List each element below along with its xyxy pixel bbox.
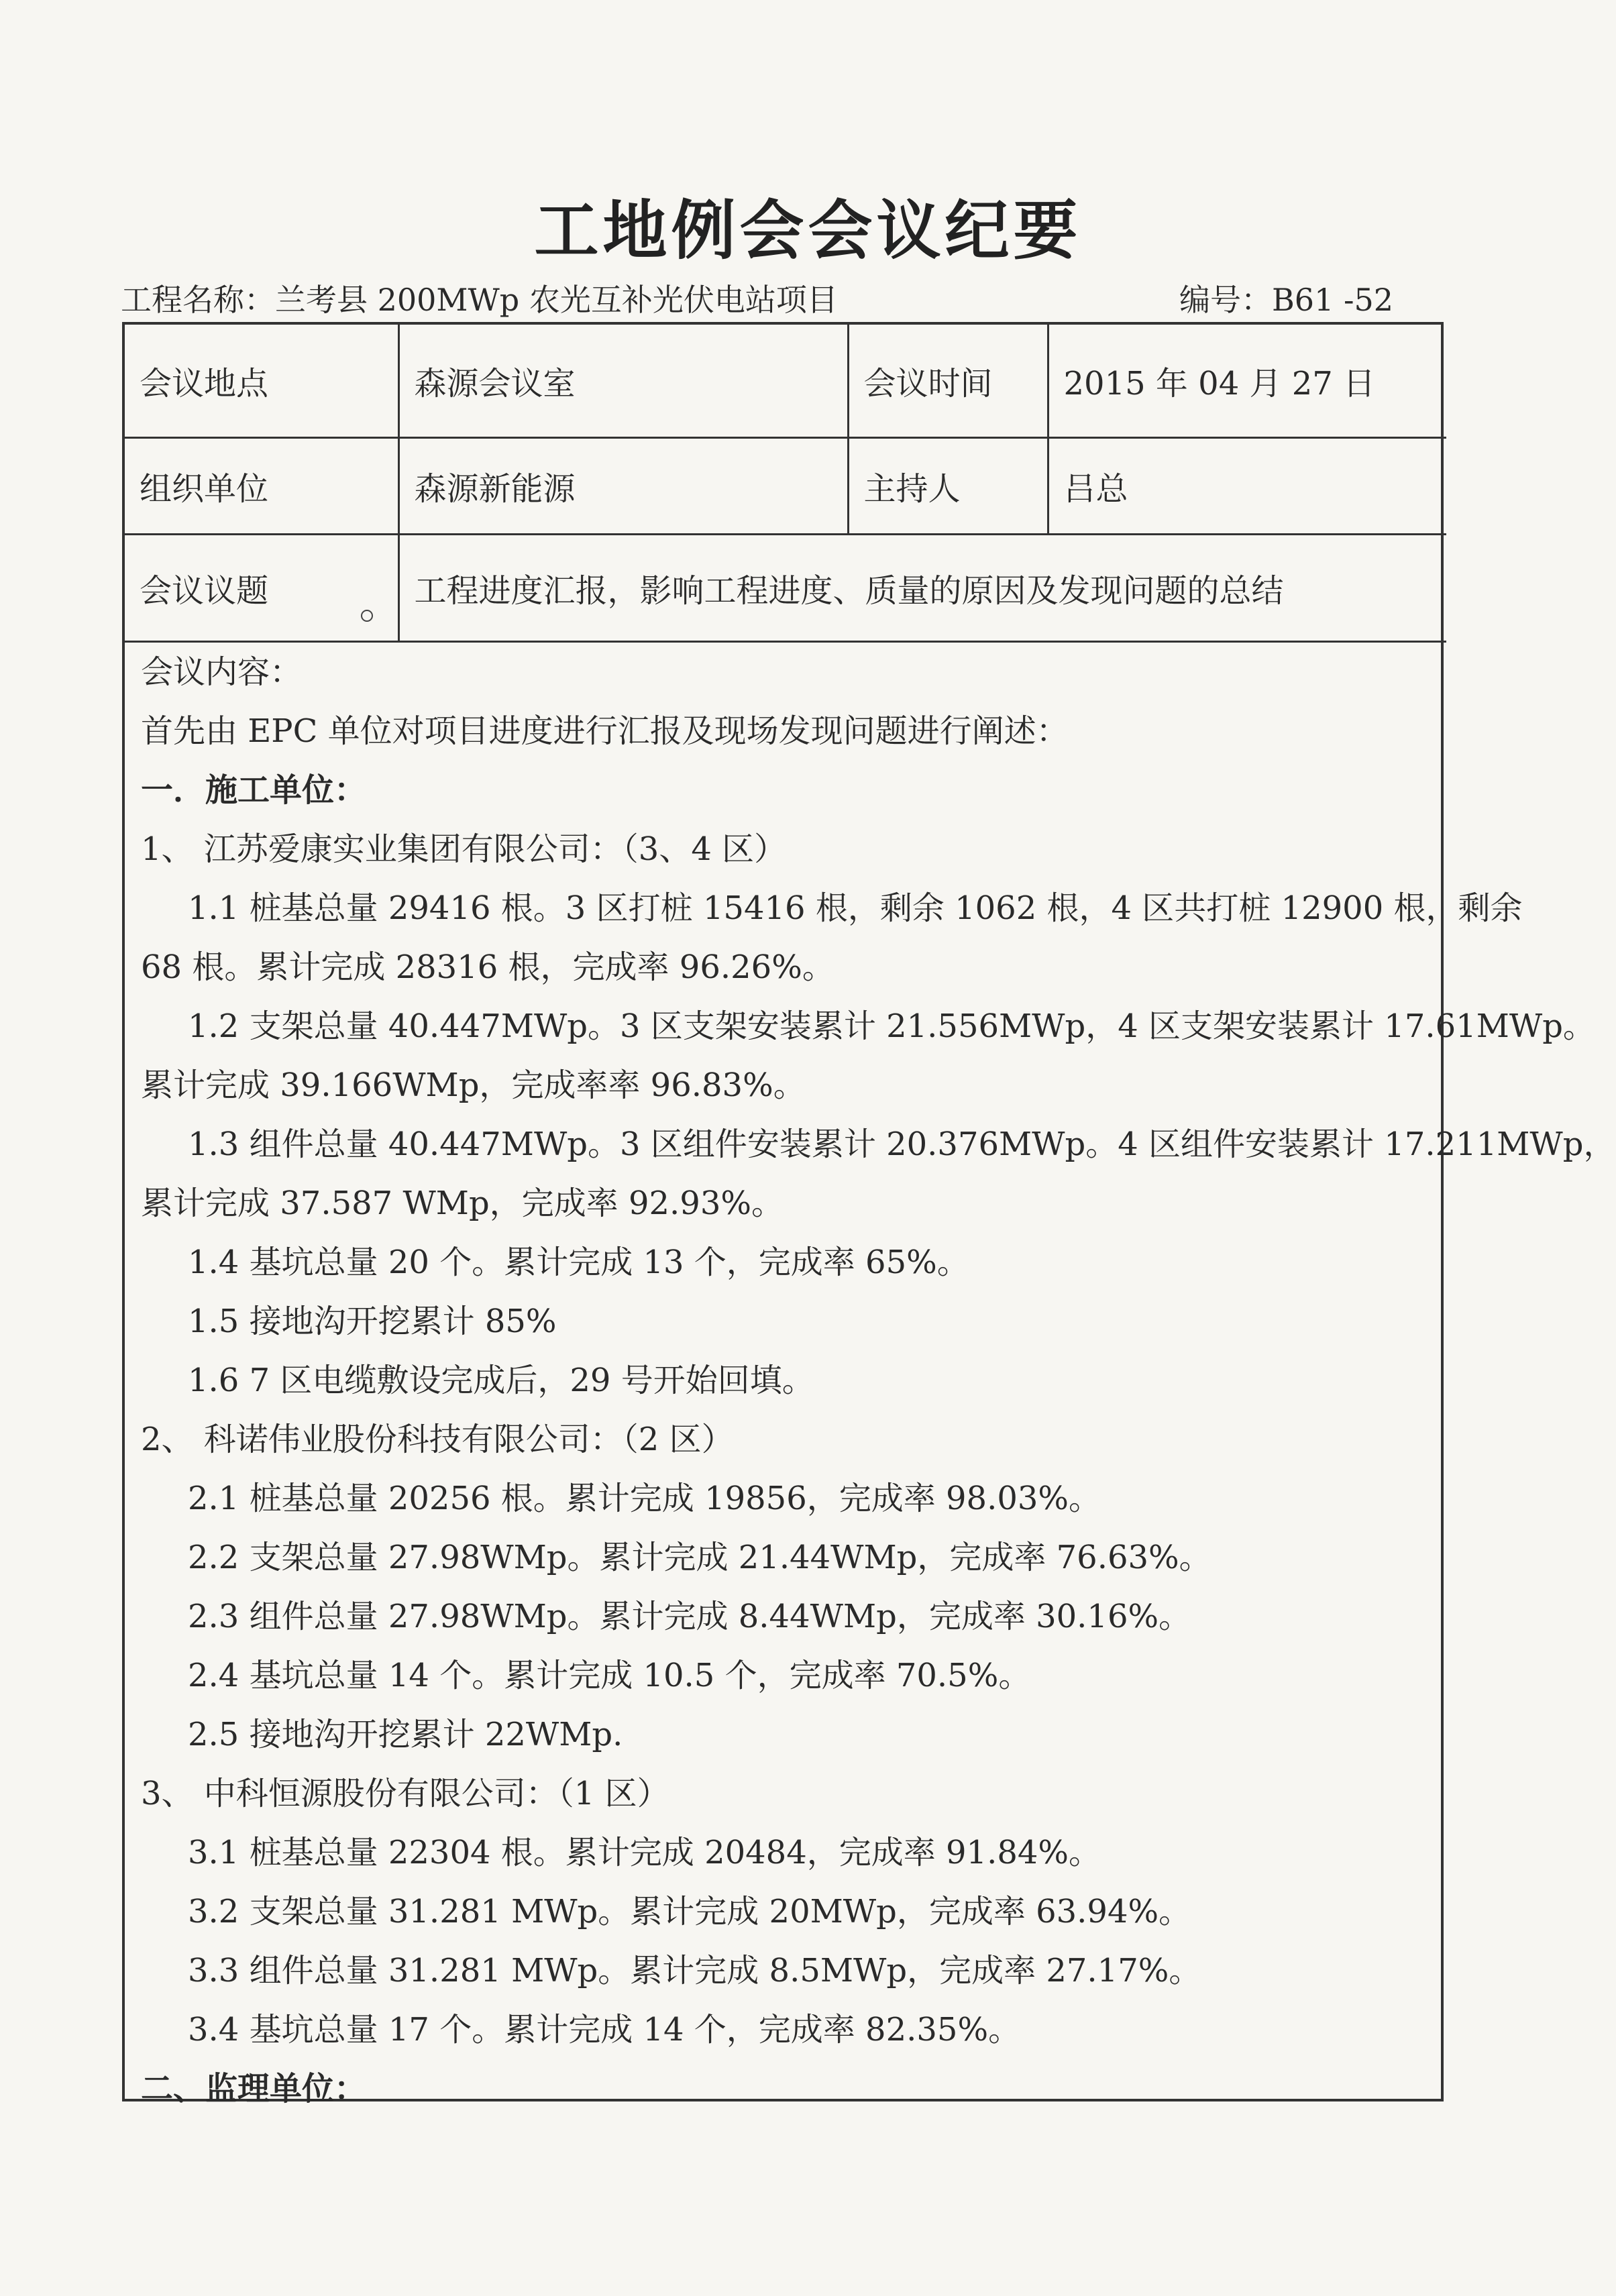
- list-item: 累计完成 39.166WMp，完成率率 96.83%。: [141, 1066, 806, 1104]
- list-item: 2.4 基坑总量 14 个。累计完成 10.5 个，完成率 70.5%。: [188, 1656, 1031, 1694]
- content-heading: 会议内容：: [141, 653, 303, 691]
- table-row: [125, 437, 1446, 534]
- org-value: 森源新能源: [398, 437, 848, 534]
- list-item: 3.2 支架总量 31.281 MWp。累计完成 20MWp，完成率 63.94%。: [188, 1892, 1191, 1930]
- time-value: 2015 年 04 月 27 日: [1048, 325, 1446, 437]
- content-intro: 首先由 EPC 单位对项目进度进行汇报及现场发现问题进行阐述：: [141, 712, 1069, 750]
- list-item: 68 根。累计完成 28316 根，完成率 96.26%。: [141, 948, 834, 986]
- topic-value: 工程进度汇报，影响工程进度、质量的原因及发现问题的总结: [398, 534, 1446, 641]
- time-label: 会议时间: [848, 325, 1048, 437]
- list-item: 2.2 支架总量 27.98WMp。累计完成 21.44WMp，完成率 76.63%。: [188, 1538, 1211, 1576]
- list-item: 1.2 支架总量 40.447MWp。3 区支架安装累计 21.556MWp，4 区支架安装累计 17.61MWp。: [188, 1007, 1595, 1045]
- circle-mark-icon: [361, 610, 373, 622]
- table-row: [125, 534, 1446, 641]
- document-code: 编号：B61 -52: [1179, 282, 1394, 318]
- list-item: 3.1 桩基总量 22304 根。累计完成 20484，完成率 91.84%。: [188, 1833, 1101, 1871]
- company-heading: 3、 中科恒源股份有限公司：（1 区）: [141, 1774, 669, 1812]
- list-item: 3.4 基坑总量 17 个。累计完成 14 个，完成率 82.35%。: [188, 2010, 1021, 2048]
- table-row: [125, 325, 1446, 437]
- org-label: 组织单位: [125, 437, 398, 534]
- host-value: 吕总: [1048, 437, 1446, 534]
- list-item: 1.3 组件总量 40.447MWp。3 区组件安装累计 20.376MWp。4 区组件安装累计 17.211MWp，: [188, 1125, 1616, 1163]
- location-value: 森源会议室: [398, 325, 848, 437]
- meeting-content: [125, 643, 1616, 2118]
- topic-label-cell: [125, 534, 398, 641]
- list-item: 3.3 组件总量 31.281 MWp。累计完成 8.5MWp，完成率 27.17%。: [188, 1951, 1201, 1989]
- list-item: 1.5 接地沟开挖累计 85%: [188, 1302, 557, 1340]
- list-item: 1.4 基坑总量 20 个。累计完成 13 个，完成率 65%。: [188, 1243, 969, 1281]
- list-item: 1.1 桩基总量 29416 根。3 区打桩 15416 根，剩余 1062 根，4 区共打桩 12900 根，剩余: [188, 889, 1523, 927]
- section-heading: 二、监理单位：: [141, 2069, 367, 2108]
- company-heading: 2、 科诺伟业股份科技有限公司：（2 区）: [141, 1420, 734, 1458]
- project-name: 工程名称：兰考县 200MWp 农光互补光伏电站项目: [121, 282, 838, 318]
- list-item: 2.5 接地沟开挖累计 22WMp.: [188, 1715, 623, 1753]
- list-item: 1.6 7 区电缆敷设完成后，29 号开始回填。: [188, 1361, 814, 1399]
- document-title: 工地例会会议纪要: [534, 193, 1082, 268]
- location-label: 会议地点: [125, 325, 398, 437]
- host-label: 主持人: [848, 437, 1048, 534]
- list-item: 累计完成 37.587 WMp，完成率 92.93%。: [141, 1184, 784, 1222]
- list-item: 2.3 组件总量 27.98WMp。累计完成 8.44WMp，完成率 30.16%。: [188, 1597, 1191, 1635]
- topic-label: 会议议题: [140, 571, 269, 610]
- list-item: 2.1 桩基总量 20256 根。累计完成 19856，完成率 98.03%。: [188, 1479, 1101, 1517]
- company-heading: 1、 江苏爱康实业集团有限公司：（3、4 区）: [141, 830, 787, 868]
- minutes-sheet: [122, 322, 1616, 2108]
- meeting-info-table: [125, 325, 1446, 643]
- section-heading: 一．施工单位：: [141, 771, 367, 809]
